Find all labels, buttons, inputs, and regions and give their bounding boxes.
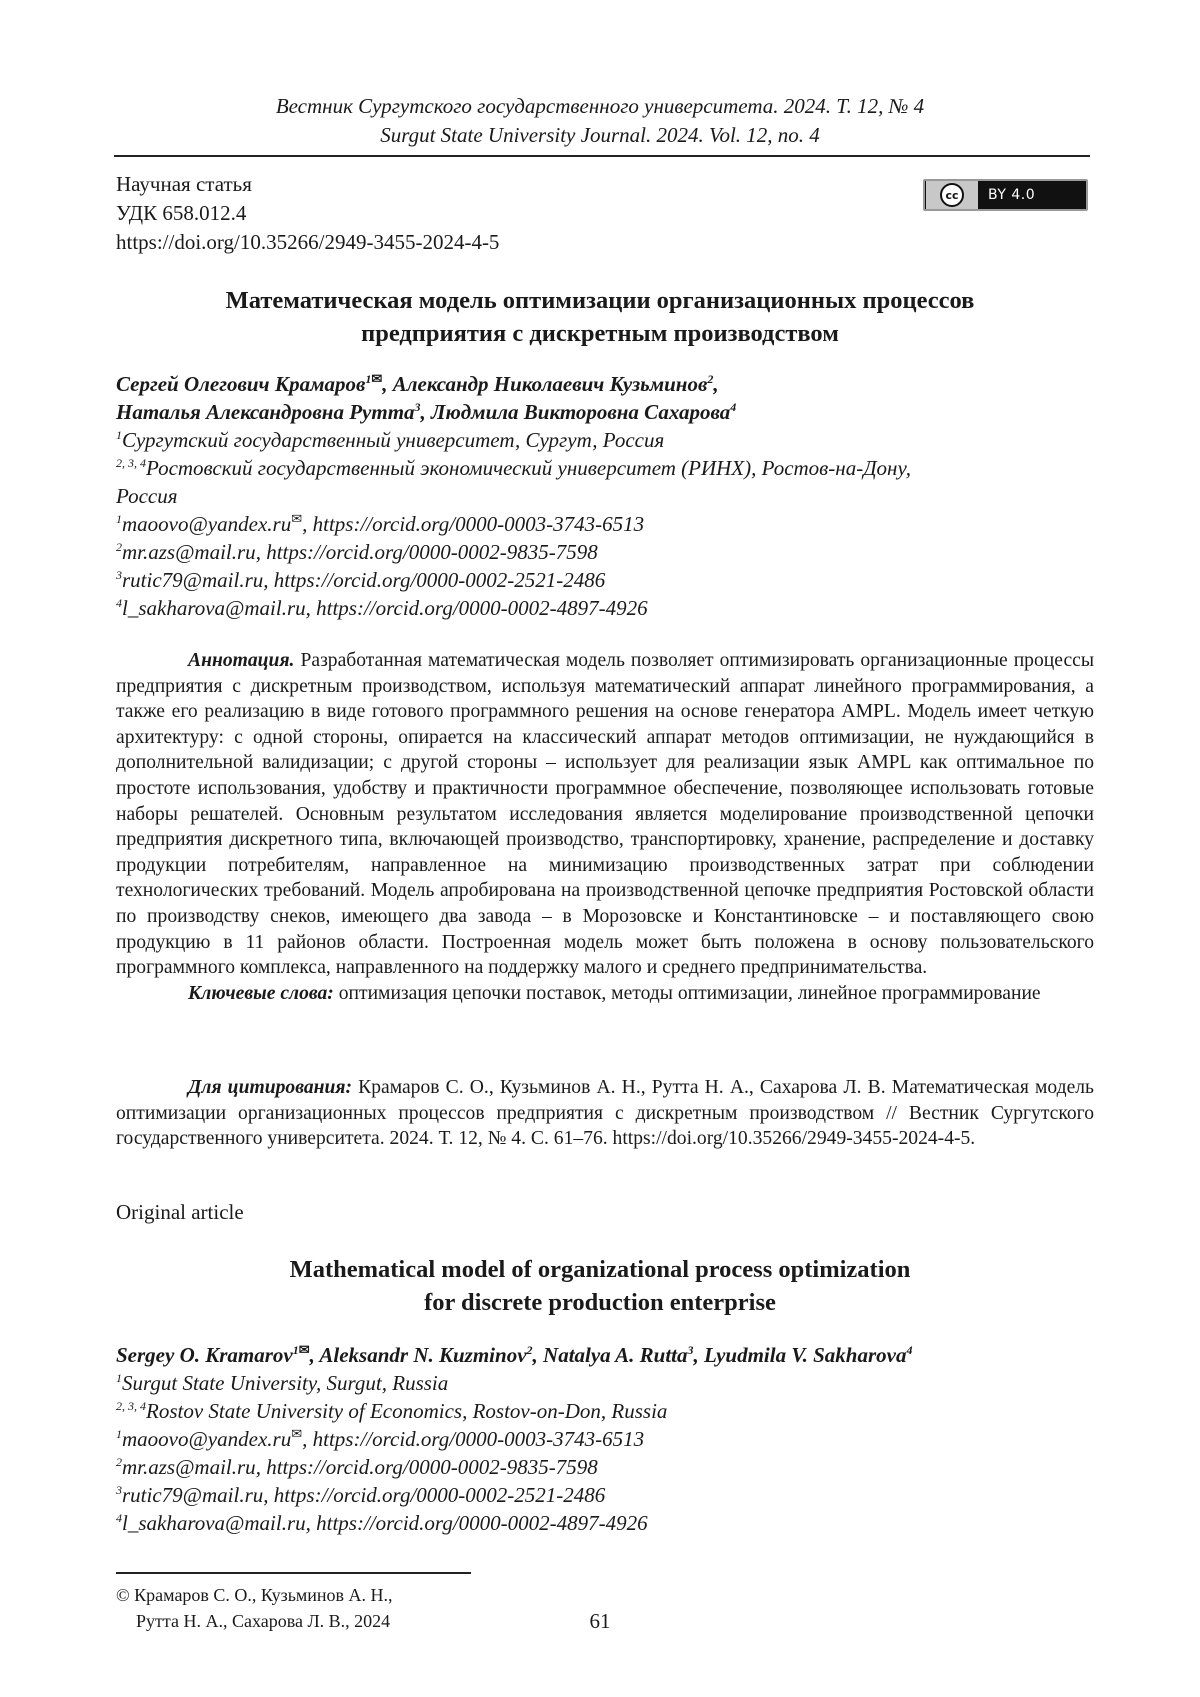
author-3: Наталья Александровна Рутта: [116, 400, 415, 424]
envelope-icon: ✉: [371, 371, 383, 386]
title-ru-line2: предприятия с дискретным производством: [361, 320, 839, 347]
email-link[interactable]: l_sakharova@mail.ru: [122, 596, 306, 620]
author-2: Александр Николаевич Кузьминов: [392, 372, 708, 396]
citation-text: Крамаров С. О., Кузьминов А. Н., Рутта Н. А., Сахарова Л. В. Математическая модель оптимизации организационных процессов предприятия с дискретным производством // Вестник Сургутского государственного университета. 2024. Т. 12, № 4. С. 61–76. https://doi.org/10.35266/2949-3455-2024-4-5.: [116, 1077, 1094, 1150]
affiliation-1: $^1$Сургутский государственный университет, Сургут, Россия: [116, 428, 665, 452]
affiliation-2-en: $^{2, 3, 4}$Rostov State University of Economics, Rostov-on-Don, Russia: [116, 1399, 668, 1423]
authors-en-line: Sergey O. Kramarov$^{1✉}$, Aleksandr N. Kuzminov$^2$, Natalya A. Rutta$^3$, Lyudmila V. Sakharova$^4$: [116, 1342, 913, 1367]
header-divider: [114, 155, 1090, 157]
email-link[interactable]: maoovo@yandex.ru: [122, 512, 292, 536]
article-meta: [116, 170, 499, 257]
contact-2-en: $^2$mr.azs@mail.ru, https://orcid.org/0000-0002-9835-7598: [116, 1455, 598, 1479]
citation-label: Для цитирования:: [188, 1077, 353, 1098]
envelope-icon: ✉: [291, 511, 303, 526]
email-link[interactable]: rutic79@mail.ru: [122, 568, 264, 592]
email-link[interactable]: mr.azs@mail.ru: [122, 1455, 256, 1479]
contact-4: $^4$l_sakharova@mail.ru, https://orcid.org/0000-0002-4897-4926: [116, 596, 648, 620]
affiliation-2-cont: Россия: [116, 484, 178, 508]
email-link[interactable]: mr.azs@mail.ru: [122, 540, 256, 564]
author-3-en: Natalya A. Rutta: [543, 1343, 688, 1367]
orcid-link[interactable]: https://orcid.org/0000-0002-4897-4926: [316, 596, 648, 620]
article-type: Научная статья: [116, 172, 252, 196]
citation-ru: [116, 1075, 1094, 1152]
orcid-link[interactable]: https://orcid.org/0000-0002-9835-7598: [266, 1455, 598, 1479]
authors-ru-line1: Сергей Олегович Крамаров$^{1✉}$, Александр Николаевич Кузьминов$^2$,: [116, 371, 719, 396]
journal-title-en: Surgut State University Journal. 2024. Vol. 12, no. 4: [380, 123, 820, 147]
orcid-link[interactable]: https://orcid.org/0000-0003-3743-6513: [312, 1427, 645, 1451]
orcid-link[interactable]: https://orcid.org/0000-0002-2521-2486: [273, 1483, 606, 1507]
author-1-en: Sergey O. Kramarov: [116, 1343, 293, 1367]
title-en-line2: for discrete production enterprise: [424, 1289, 776, 1316]
contact-3: $^3$rutic79@mail.ru, https://orcid.org/0000-0002-2521-2486: [116, 568, 606, 592]
abstract-text: Разработанная математическая модель позволяет оптимизировать организационные процессы предприятия с дискретным производством, используя математический аппарат линейного программирования, а также его реализацию в виде готового программного решения на основе генератора AMPL. Модель имеет четкую архитектуру: с одной стороны, опирается на классический аппарат методов оптимизации, не нуждающийся в дополнительной валидизации; с другой стороны – использует для реализации язык AMPL как оптимальное по простоте использования, удобству и практичности программное обеспечение, позволяющее использовать готовые наборы решателей. Основным результатом исследования является моделирование производственной цепочки предприятия дискретного типа, включающей производство, транспортировку, хранение, распределение и доставку продукции потребителям, направленное на минимизацию производственных затрат при соблюдении технологических требований. Модель апробирована на производственной цепочке предприятия Ростовской области по производству снеков, имеющего два завода – в Морозовске и Константиновске – и поставляющего свою продукцию в 11 районов области. Построенная модель может быть положена в основу пользовательского программного комплекса, направленного на поддержку малого и среднего предпринимательства.: [116, 650, 1094, 979]
creative-commons-icon: cc: [940, 183, 964, 207]
page-number: 61: [589, 1609, 611, 1633]
contact-1: $^1$maoovo@yandex.ru✉, https://orcid.org/0000-0003-3743-6513: [116, 511, 645, 536]
envelope-icon: ✉: [298, 1342, 310, 1357]
udc-code: УДК 658.012.4: [116, 201, 247, 225]
footnote-divider: [116, 1572, 471, 1574]
contact-1-en: $^1$maoovo@yandex.ru✉, https://orcid.org/0000-0003-3743-6513: [116, 1426, 645, 1451]
orcid-link[interactable]: https://orcid.org/0000-0003-3743-6513: [312, 512, 645, 536]
title-en: [0, 1253, 1200, 1319]
journal-header: [0, 92, 1200, 150]
author-4-en: Lyudmila V. Sakharova: [704, 1343, 907, 1367]
author-2-en: Aleksandr N. Kuzminov: [319, 1343, 527, 1367]
email-link[interactable]: l_sakharova@mail.ru: [122, 1511, 306, 1535]
license-label: BY 4.0: [988, 187, 1036, 203]
copyright-line2: Рутта Н. А., Сахарова Л. В., 2024: [136, 1611, 391, 1631]
keywords-label: Ключевые слова:: [188, 982, 334, 1004]
authors-ru-line2: Наталья Александровна Рутта$^3$, Людмила Викторовна Сахарова$^4$: [116, 400, 737, 424]
abstract-ru: [116, 648, 1094, 1006]
title-ru: [0, 284, 1200, 350]
contact-3-en: $^3$rutic79@mail.ru, https://orcid.org/0000-0002-2521-2486: [116, 1483, 606, 1507]
title-ru-line1: Математическая модель оптимизации организационных процессов: [225, 287, 975, 314]
envelope-icon: ✉: [291, 1426, 303, 1441]
copyright-line1: © Крамаров С. О., Кузьминов А. Н.,: [116, 1585, 393, 1605]
author-4: Людмила Викторовна Сахарова: [431, 400, 731, 424]
authors-block-ru: [116, 370, 1096, 622]
abstract-label: Аннотация.: [188, 650, 295, 671]
orcid-link[interactable]: https://orcid.org/0000-0002-9835-7598: [266, 540, 598, 564]
email-link[interactable]: maoovo@yandex.ru: [122, 1427, 292, 1451]
contact-2: $^2$mr.azs@mail.ru, https://orcid.org/0000-0002-9835-7598: [116, 540, 598, 564]
authors-block-en: [116, 1341, 1096, 1537]
contact-4-en: $^4$l_sakharova@mail.ru, https://orcid.org/0000-0002-4897-4926: [116, 1511, 648, 1535]
affiliation-2: $^{2, 3, 4}$Ростовский государственный экономический университет (РИНХ), Ростов-на-Дону,: [116, 456, 912, 480]
title-en-line1: Mathematical model of organizational process optimization: [289, 1256, 911, 1283]
email-link[interactable]: rutic79@mail.ru: [122, 1483, 264, 1507]
cc-license-badge[interactable]: [923, 179, 1088, 211]
orcid-link[interactable]: https://orcid.org/0000-0002-2521-2486: [273, 568, 606, 592]
author-1: Сергей Олегович Крамаров: [116, 372, 366, 396]
orcid-link[interactable]: https://orcid.org/0000-0002-4897-4926: [316, 1511, 648, 1535]
journal-title-ru: Вестник Сургутского государственного университета. 2024. Т. 12, № 4: [275, 94, 925, 118]
keywords-text: оптимизация цепочки поставок, методы оптимизации, линейное программирование: [338, 982, 1041, 1004]
article-type-en: Original article: [116, 1200, 244, 1224]
doi-link[interactable]: https://doi.org/10.35266/2949-3455-2024-4-5: [116, 230, 500, 254]
affiliation-1-en: $^1$Surgut State University, Surgut, Russia: [116, 1371, 449, 1395]
